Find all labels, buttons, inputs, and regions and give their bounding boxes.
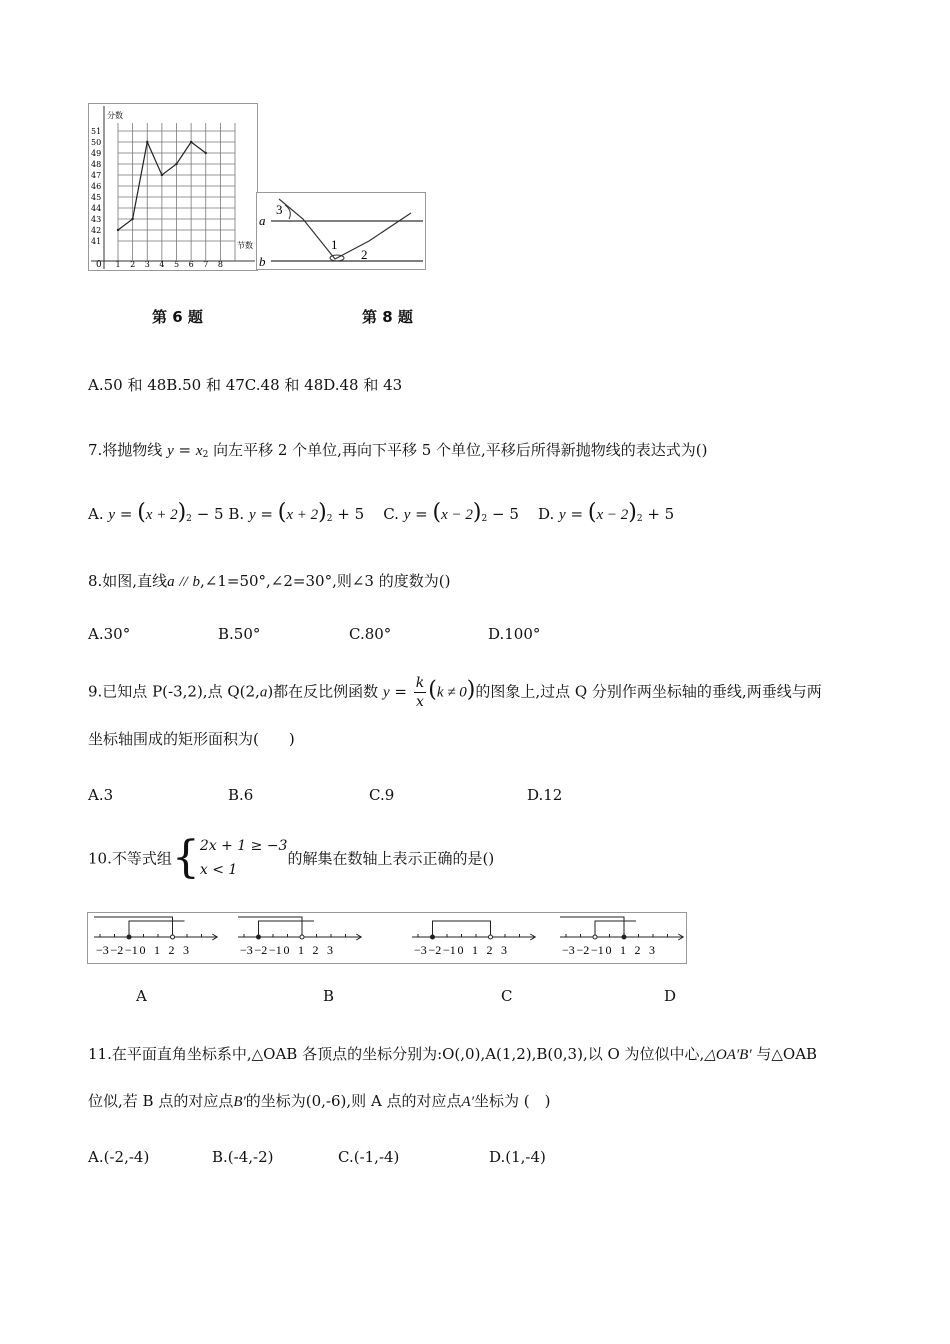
axis-label: −1 xyxy=(443,943,456,957)
number-line-b xyxy=(238,917,361,957)
q8-opt-c: C.80° xyxy=(349,625,392,643)
q7-opt-a-inner: x + 2 xyxy=(145,507,178,523)
y-axis-label: 分数 xyxy=(107,111,123,120)
q11-opt-b: B.(-4,-2) xyxy=(212,1148,274,1166)
q7-eq: = xyxy=(178,441,192,459)
data-point xyxy=(146,141,148,143)
q7-y: y xyxy=(167,443,174,459)
q11-tri: △OA′B′ xyxy=(704,1047,752,1063)
q11-line1-end: 与△OAB xyxy=(756,1045,818,1063)
q6-options: A.50 和 48B.50 和 47C.48 和 48D.48 和 43 xyxy=(88,376,403,394)
q10-number-lines xyxy=(87,912,687,964)
figure-6-caption: 第 6 题 xyxy=(152,308,203,326)
q11-bprime: B′ xyxy=(233,1094,246,1110)
axis-label: 3 xyxy=(327,943,333,957)
range-bracket xyxy=(259,921,315,937)
x-tick-label: 3 xyxy=(144,260,150,269)
q7-opt-b-exp: 2 xyxy=(326,514,333,524)
axis-label: 2 xyxy=(634,943,641,957)
x-tick-label: 8 xyxy=(217,260,223,269)
q7-opt-c-eq: = xyxy=(415,505,428,523)
y-tick-label: 45 xyxy=(91,193,102,202)
q8-parallel: // xyxy=(179,574,188,590)
q11-opt-d: D.(1,-4) xyxy=(489,1148,546,1166)
q9-stem: 9.已知点 P(-3,2),点 Q(2,a)都在反比例函数 y = $\frac{k}{x}$ (k ≠ 0)的图象上,过点 Q 分别作两坐标轴的垂线,两垂线与两 xyxy=(88,675,822,710)
data-point xyxy=(117,229,119,231)
endpoint xyxy=(489,935,493,939)
q11-line1 xyxy=(88,1043,817,1064)
q9-eq: = xyxy=(394,682,407,701)
endpoint xyxy=(593,935,597,939)
axis-label: −2 xyxy=(110,943,124,957)
axis-label: 1 xyxy=(620,943,626,957)
q7-opt-a-y: y xyxy=(108,507,116,523)
number-line-a xyxy=(94,917,217,957)
axis-label: 2 xyxy=(486,943,493,957)
endpoint xyxy=(622,935,626,939)
q11-line2-a: 位似,若 B 点的对应点 xyxy=(88,1092,234,1110)
q11-aprime: A′ xyxy=(461,1094,474,1110)
q10-suffix: 的解集在数轴上表示正确的是() xyxy=(287,849,495,868)
axis-label: −3 xyxy=(96,943,109,957)
q7-opt-d-inner: x − 2 xyxy=(596,507,629,523)
x-axis-label: 节数 xyxy=(237,241,253,250)
data-point xyxy=(190,141,192,143)
y-tick-label: 44 xyxy=(91,204,102,213)
q10-stem: 10.不等式组{ 2x + 1 ≥ −3 x < 1 的解集在数轴上表示正确的是() xyxy=(88,832,495,883)
q8-line-a: a xyxy=(167,574,175,590)
endpoint xyxy=(127,935,131,939)
angle-1-label: 1 xyxy=(331,237,338,252)
q11-line1-text: 11.在平面直角坐标系中,△OAB 各顶点的坐标分别为:O(,0),A(1,2),B(0,3),以 O 为位似中心, xyxy=(88,1045,705,1063)
q7-opt-c-y: y xyxy=(403,507,411,523)
q7-options xyxy=(88,500,674,525)
axis-label: 1 xyxy=(298,943,304,957)
q9-den: x xyxy=(416,694,424,710)
data-point xyxy=(131,218,133,220)
q7-opt-d-tail: + 5 xyxy=(647,505,675,523)
endpoint xyxy=(431,935,435,939)
axis-label: −2 xyxy=(254,943,268,957)
q9-line2: 坐标轴围成的矩形面积为( ) xyxy=(88,730,295,748)
number-line-c xyxy=(412,921,535,957)
y-tick-label: 50 xyxy=(91,138,102,147)
line-b-label: b xyxy=(259,254,266,269)
range-bracket xyxy=(238,917,302,937)
data-point xyxy=(205,152,207,154)
q7-opt-b-label: B. xyxy=(228,505,245,523)
axis-label: 0 xyxy=(605,943,612,957)
q11-line2 xyxy=(88,1090,550,1111)
q9-num: k xyxy=(415,675,425,691)
y-tick-label: 51 xyxy=(91,127,102,136)
range-bracket xyxy=(595,921,636,937)
axis-label: 0 xyxy=(139,943,146,957)
figure-6 xyxy=(88,103,258,271)
q7-opt-d-exp: 2 xyxy=(636,514,643,524)
q8-opt-a: A.30° xyxy=(88,625,131,643)
q7-opt-c-exp: 2 xyxy=(481,514,488,524)
q11-line2-c: 坐标为 ( ) xyxy=(474,1092,551,1110)
axis-label: 2 xyxy=(168,943,175,957)
axis-label: 3 xyxy=(183,943,189,957)
q9-mid: )都在反比例函数 xyxy=(267,682,379,701)
x-tick-label: 7 xyxy=(203,260,209,269)
q9-opt-d: D.12 xyxy=(527,786,563,804)
q9-y: y xyxy=(382,684,390,701)
zigzag-line xyxy=(279,199,411,259)
axis-label: −1 xyxy=(591,943,604,957)
q7-opt-a-exp: 2 xyxy=(186,514,192,524)
x-tick-label: 5 xyxy=(174,260,180,269)
q10-system xyxy=(200,834,288,882)
q7-opt-d-eq: = xyxy=(570,505,584,523)
y-tick-label: 46 xyxy=(91,182,102,191)
q9-opt-c: C.9 xyxy=(369,786,395,804)
data-point xyxy=(175,163,177,165)
axis-label: −3 xyxy=(240,943,253,957)
q7-opt-d-y: y xyxy=(559,507,566,523)
q10-ineq2: x < 1 xyxy=(199,862,238,878)
q9-suffix: 的图象上,过点 Q 分别作两坐标轴的垂线,两垂线与两 xyxy=(475,682,822,701)
q10-ineq1: 2x + 1 ≥ −3 xyxy=(199,838,288,854)
axis-label: −1 xyxy=(269,943,282,957)
q7-opt-c-tail: − 5 xyxy=(492,505,519,523)
q7-exp: 2 xyxy=(202,450,209,460)
angle-3-label: 3 xyxy=(276,202,283,217)
range-bracket xyxy=(560,917,624,937)
y-tick-label: 43 xyxy=(91,215,102,224)
q7-suffix: 向左平移 2 个单位,再向下平移 5 个单位,平移后所得新抛物线的表达式为() xyxy=(213,441,708,459)
q8-prefix: 8.如图,直线 xyxy=(88,572,168,590)
axis-label: 2 xyxy=(312,943,319,957)
q11-line2-b: 的坐标为(0,-6),则 A 点的对应点 xyxy=(245,1092,462,1110)
q9-opt-b: B.6 xyxy=(228,786,254,804)
q7-opt-c: C. $y = (x - 2)_2 - 5$ xyxy=(383,500,519,525)
q10-label-d: D xyxy=(664,987,677,1005)
y-tick-label: 48 xyxy=(91,160,102,169)
axis-label: −2 xyxy=(428,943,442,957)
axis-label: −3 xyxy=(562,943,575,957)
q9-a: a xyxy=(259,684,268,701)
q7-opt-a-tail: − 5 xyxy=(196,505,224,523)
axis-label: −1 xyxy=(125,943,138,957)
q10-label-a: A xyxy=(136,987,147,1005)
q7-stem xyxy=(88,439,708,460)
y-tick-label: 47 xyxy=(91,171,102,180)
number-line-d xyxy=(560,917,683,957)
y-tick-label: 42 xyxy=(91,226,102,235)
axis-label: 0 xyxy=(457,943,464,957)
angle-2-label: 2 xyxy=(361,247,368,262)
figure-8 xyxy=(256,192,426,270)
x-tick-label: 1 xyxy=(115,260,121,269)
axis-label: −3 xyxy=(414,943,427,957)
q7-opt-c-label: C. xyxy=(383,505,399,523)
y-tick-label: 41 xyxy=(91,237,102,246)
y-tick-label: 49 xyxy=(91,149,102,158)
x-tick-label: 6 xyxy=(188,260,194,269)
figure-6-chart xyxy=(89,104,257,270)
q7-opt-b: B. $y = (x + 2)_2 + 5$ xyxy=(228,500,365,525)
x-tick-label: 4 xyxy=(159,260,165,269)
q7-opt-d-label: D. xyxy=(538,505,555,523)
line-a-label: a xyxy=(259,213,266,228)
x-tick-label: 2 xyxy=(130,260,136,269)
q7-opt-d: D. $y = (x - 2)_2 + 5$ xyxy=(538,500,675,525)
range-bracket xyxy=(129,921,185,937)
axis-label: 0 xyxy=(283,943,290,957)
figure-8-caption: 第 8 题 xyxy=(362,308,413,326)
q9-fraction xyxy=(414,674,426,711)
q7-opt-b-eq: = xyxy=(260,505,273,523)
q7-prefix: 7.将抛物线 xyxy=(88,441,163,459)
q8-line-b: b xyxy=(192,574,200,590)
axis-label: 1 xyxy=(154,943,160,957)
q9-cond: k ≠ 0 xyxy=(436,684,467,701)
q10-number-lines-svg xyxy=(88,913,686,963)
q7-x: x xyxy=(195,443,203,459)
endpoint xyxy=(300,935,304,939)
q7-opt-b-inner: x + 2 xyxy=(286,507,319,523)
q8-suffix: ,∠1=50°,∠2=30°,则∠3 的度数为() xyxy=(200,572,451,590)
q10-label-b: B xyxy=(323,987,335,1005)
q7-opt-a: A. $y = (x + 2)_2 - 5$ xyxy=(88,500,224,525)
origin-label: 0 xyxy=(96,260,102,270)
q7-opt-b-y: y xyxy=(248,507,256,523)
range-bracket xyxy=(94,917,173,937)
q7-opt-a-label: A. xyxy=(88,505,104,523)
figure-8-diagram xyxy=(257,193,425,269)
q10-label-c: C xyxy=(501,987,513,1005)
axis-label: 3 xyxy=(501,943,507,957)
axis-label: 1 xyxy=(472,943,478,957)
axis-label: 3 xyxy=(649,943,655,957)
q8-opt-b: B.50° xyxy=(218,625,261,643)
q8-stem xyxy=(88,570,450,591)
q10-prefix: 10.不等式组 xyxy=(88,849,172,868)
endpoint xyxy=(171,935,175,939)
q7-opt-c-inner: x − 2 xyxy=(441,507,473,523)
axis-label: −2 xyxy=(576,943,590,957)
q9-prefix: 9.已知点 P(-3,2),点 Q(2, xyxy=(88,682,260,701)
q8-opt-d: D.100° xyxy=(488,625,541,643)
q9-opt-a: A.3 xyxy=(88,786,114,804)
q7-opt-b-tail: + 5 xyxy=(337,505,365,523)
data-point xyxy=(161,174,163,176)
q11-opt-c: C.(-1,-4) xyxy=(338,1148,400,1166)
endpoint xyxy=(257,935,261,939)
q7-opt-a-eq: = xyxy=(119,505,133,523)
q11-opt-a: A.(-2,-4) xyxy=(88,1148,150,1166)
